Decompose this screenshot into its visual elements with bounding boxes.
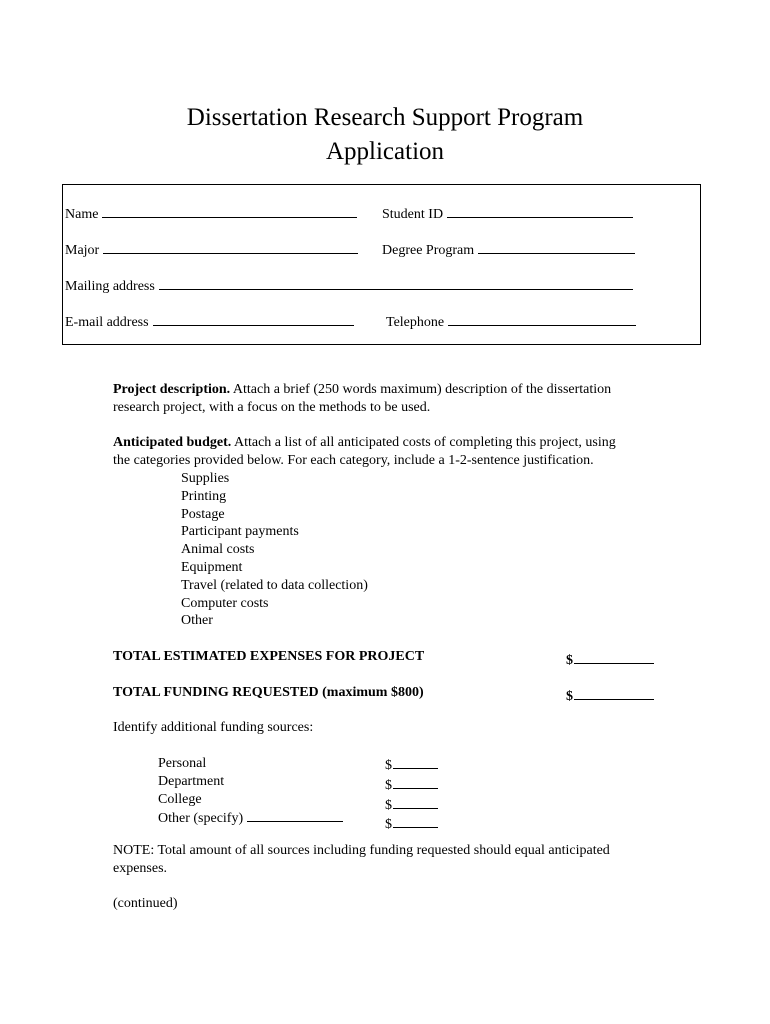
name-input-line[interactable] [102, 203, 357, 218]
degree-program-input-line[interactable] [478, 239, 635, 254]
major-label: Major [65, 243, 100, 258]
currency-symbol: $ [385, 758, 392, 773]
list-item: Printing [181, 488, 227, 504]
email-input-line[interactable] [153, 311, 354, 326]
note [113, 842, 673, 878]
major-field[interactable] [65, 239, 358, 260]
list-item: Participant payments [181, 524, 299, 540]
list-item: Equipment [181, 559, 243, 575]
funding-amount-field[interactable] [385, 795, 438, 815]
currency-symbol: $ [385, 777, 392, 793]
degree-program-field[interactable] [382, 239, 635, 260]
other-specify-label: Other (specify) [158, 811, 244, 827]
continued-label: (continued) [113, 896, 178, 911]
student-id-label: Student ID [382, 207, 444, 222]
page-title [0, 101, 770, 169]
list-item: Supplies [181, 471, 230, 486]
name-field[interactable] [65, 203, 357, 224]
telephone-input-line[interactable] [448, 311, 636, 326]
funding-sources-list [158, 755, 343, 828]
department-amount-line[interactable] [393, 775, 438, 789]
note-line-2: expenses. [113, 861, 168, 876]
mailing-address-input-line[interactable] [159, 275, 633, 290]
list-item: Other [181, 613, 213, 629]
anticipated-budget-text-1: Attach a list of all anticipated costs of completing this project, using [231, 435, 616, 450]
funding-amounts-list [385, 755, 438, 834]
currency-symbol: $ [385, 797, 392, 813]
mailing-address-field[interactable] [65, 275, 633, 296]
name-label: Name [65, 207, 99, 222]
note-line-1: NOTE: Total amount of all sources including funding requested should equal anticipated [113, 843, 610, 858]
student-id-input-line[interactable] [447, 203, 633, 218]
college-amount-line[interactable] [393, 795, 438, 809]
title-line-2: Application [325, 138, 445, 165]
additional-funding-prompt: Identify additional funding sources: [113, 720, 314, 735]
list-item: College [158, 791, 202, 807]
telephone-field[interactable] [386, 311, 636, 332]
telephone-label: Telephone [386, 315, 445, 330]
major-input-line[interactable] [103, 239, 358, 254]
project-description-heading: Project description. [113, 382, 231, 397]
currency-symbol: $ [566, 653, 573, 668]
total-expenses-input-line[interactable] [574, 649, 654, 664]
email-field[interactable] [65, 311, 354, 332]
total-expenses-label: TOTAL ESTIMATED EXPENSES FOR PROJECT [113, 649, 425, 664]
list-item [158, 808, 343, 828]
list-item: Postage [181, 506, 225, 522]
list-item: Animal costs [181, 542, 255, 558]
other-specify-input-line[interactable] [247, 808, 343, 822]
other-amount-line[interactable] [393, 814, 438, 828]
list-item: Department [158, 773, 225, 789]
funding-amount-field[interactable] [385, 755, 438, 775]
mailing-address-label: Mailing address [65, 279, 155, 294]
list-item: Travel (related to data collection) [181, 577, 368, 593]
personal-amount-line[interactable] [393, 755, 438, 769]
total-funding-input-line[interactable] [574, 685, 654, 700]
student-id-field[interactable] [382, 203, 633, 224]
list-item: Personal [158, 756, 207, 771]
list-item: Computer costs [181, 595, 269, 611]
anticipated-budget [113, 434, 673, 470]
total-funding-label: TOTAL FUNDING REQUESTED (maximum $800) [113, 685, 424, 700]
email-label: E-mail address [65, 315, 149, 330]
total-expenses-amount-field[interactable] [566, 649, 654, 669]
currency-symbol: $ [566, 689, 573, 704]
funding-amount-field[interactable] [385, 775, 438, 795]
anticipated-budget-heading: Anticipated budget. [113, 435, 232, 450]
project-description-text-2: research project, with a focus on the methods to be used. [113, 400, 431, 415]
degree-program-label: Degree Program [382, 243, 475, 258]
currency-symbol: $ [385, 817, 392, 833]
anticipated-budget-text-2: the categories provided below. For each category, include a 1-2-sentence justification. [113, 453, 594, 468]
project-description [113, 381, 673, 417]
project-description-text-1: Attach a brief (250 words maximum) description of the dissertation [230, 382, 612, 397]
applicant-info-box [62, 184, 701, 345]
budget-categories-list [181, 470, 368, 630]
title-line-1: Dissertation Research Support Program [186, 104, 584, 131]
funding-amount-field[interactable] [385, 814, 438, 834]
total-funding-amount-field[interactable] [566, 685, 654, 705]
